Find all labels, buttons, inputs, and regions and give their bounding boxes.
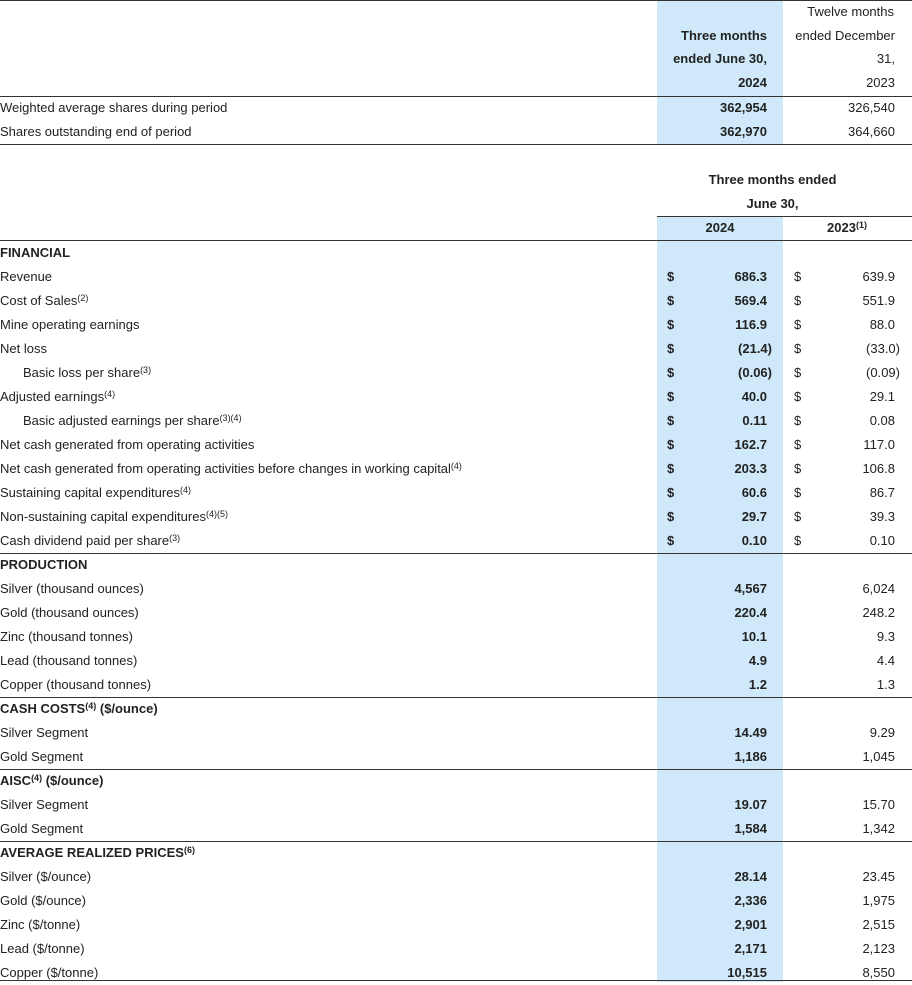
footnote-ref: (3) [140, 365, 152, 375]
currency-symbol: $ [667, 437, 675, 452]
row-label [0, 673, 151, 697]
row-label-text: Gold ($/ounce) [0, 893, 86, 908]
value-current: (0.06) [738, 365, 772, 380]
currency-symbol: $ [794, 461, 802, 476]
row-label [0, 889, 86, 913]
value-current: 4.9 [748, 653, 767, 668]
row-label [0, 649, 137, 673]
value-current: 569.4 [734, 293, 767, 308]
value-prior: 106.8 [862, 461, 895, 476]
table-row [0, 577, 912, 601]
value-prior: 1.3 [876, 677, 895, 692]
row-label-text: Non-sustaining capital expenditures [0, 509, 206, 524]
row-label-text: Zinc (thousand tonnes) [0, 629, 133, 644]
currency-symbol: $ [794, 533, 802, 548]
table-row [0, 601, 912, 625]
section-prices [0, 841, 912, 865]
row-label [0, 337, 47, 361]
value-prior: 9.3 [876, 629, 895, 644]
row-label-text: Basic adjusted earnings per share [23, 413, 220, 428]
row-label [0, 481, 191, 505]
row-label-text: Cash dividend paid per share [0, 533, 170, 548]
footnote-ref: (4)(5) [205, 509, 228, 519]
value-current: 4,567 [734, 581, 767, 596]
table-row [0, 337, 912, 361]
t1-col1-header-line2: ended June 30, [673, 51, 767, 66]
value-prior: 15.70 [862, 797, 895, 812]
row-label [0, 505, 228, 529]
row-label [0, 289, 88, 313]
section-cash-costs [0, 697, 912, 721]
currency-symbol: $ [667, 317, 675, 332]
row-label-text: Net cash generated from operating activities before changes in working capital [0, 461, 451, 476]
currency-symbol: $ [667, 365, 675, 380]
currency-symbol: $ [667, 461, 675, 476]
row-label [0, 96, 227, 120]
value-prior: 326,540 [848, 100, 895, 115]
table-row [0, 649, 912, 673]
footnote-ref: (6) [183, 845, 195, 855]
table-row [0, 865, 912, 889]
table-row [0, 817, 912, 841]
table-row [0, 409, 912, 433]
table-row [0, 625, 912, 649]
value-current: 2,171 [734, 941, 767, 956]
row-label [0, 865, 91, 889]
row-label-text: Gold Segment [0, 821, 84, 836]
row-label [0, 457, 462, 481]
section-financial-text: FINANCIAL [0, 245, 71, 260]
value-prior: 2,123 [862, 941, 895, 956]
row-label-text: Silver (thousand ounces) [0, 581, 144, 596]
row-label-text: Zinc ($/tonne) [0, 917, 81, 932]
value-prior: 8,550 [862, 965, 895, 980]
row-label [0, 961, 98, 985]
row-label-text: Basic loss per share [23, 365, 141, 380]
row-label-text: Copper (thousand tonnes) [0, 677, 152, 692]
row-label-text: Net loss [0, 341, 47, 356]
row-label-text: Silver ($/ounce) [0, 869, 92, 884]
row-label-text: Shares outstanding end of period [0, 124, 192, 139]
value-prior: 2,515 [862, 917, 895, 932]
value-current: 362,954 [720, 100, 767, 115]
row-label-text: Sustaining capital expenditures [0, 485, 180, 500]
value-current: 162.7 [734, 437, 767, 452]
value-prior: (33.0) [866, 341, 900, 356]
value-current: 0.11 [742, 413, 767, 428]
currency-symbol: $ [667, 341, 675, 356]
value-prior: 4.4 [876, 653, 895, 668]
row-label [0, 120, 192, 144]
row-label-text: Mine operating earnings [0, 317, 140, 332]
section-production-text: PRODUCTION [0, 557, 88, 572]
value-current: 19.07 [734, 797, 767, 812]
t1-col1-header-line1: Three months [681, 28, 767, 43]
row-label [0, 625, 133, 649]
row-label [23, 409, 242, 433]
row-label-text: Weighted average shares during period [0, 100, 228, 115]
row-label [0, 385, 115, 409]
table-row [0, 505, 912, 529]
row-label-text: Silver Segment [0, 797, 89, 812]
row-label-text: Gold (thousand ounces) [0, 605, 139, 620]
t1-col2-header-line3: 31, [876, 51, 895, 66]
row-label [0, 793, 88, 817]
currency-symbol: $ [667, 293, 675, 308]
footnote-ref: (3) [169, 533, 181, 543]
currency-symbol: $ [794, 365, 802, 380]
section-production-label [0, 553, 87, 577]
value-current: 686.3 [734, 269, 767, 284]
row-label-text: Cost of Sales [0, 293, 78, 308]
section-aisc-unit: ($/ounce) [45, 773, 104, 788]
t2-col1-header: 2024 [705, 220, 735, 235]
value-prior: (0.09) [866, 365, 900, 380]
value-current: 60.6 [741, 485, 767, 500]
value-current: 40.0 [741, 389, 767, 404]
value-prior: 1,045 [862, 749, 895, 764]
value-prior: 9.29 [869, 725, 895, 740]
value-prior: 1,975 [862, 893, 895, 908]
value-prior: 86.7 [869, 485, 895, 500]
value-current: 0.10 [741, 533, 767, 548]
currency-symbol: $ [794, 389, 802, 404]
t2-col2-header: 2023$^{(1)}$ [827, 220, 867, 235]
currency-symbol: $ [794, 293, 802, 308]
section-aisc-text: AISC [0, 773, 32, 788]
value-current: 203.3 [734, 461, 767, 476]
table-row [0, 385, 912, 409]
row-label [0, 721, 88, 745]
footnote-ref: (4) [31, 773, 43, 783]
value-current: 2,901 [734, 917, 767, 932]
currency-symbol: $ [794, 269, 802, 284]
footnote-ref: (2) [77, 293, 89, 303]
row-label [0, 529, 180, 553]
currency-symbol: $ [794, 509, 802, 524]
section-aisc-label [0, 769, 103, 793]
value-prior: 248.2 [862, 605, 895, 620]
table-row [0, 457, 912, 481]
value-prior: 117.0 [863, 437, 895, 452]
table-row [0, 361, 912, 385]
row-label [0, 817, 83, 841]
table-row [0, 937, 912, 961]
row-label [0, 937, 85, 961]
currency-symbol: $ [794, 341, 802, 356]
section-aisc [0, 769, 912, 793]
table-row [0, 265, 912, 289]
currency-symbol: $ [794, 413, 802, 428]
section-cash-costs-unit: ($/ounce) [99, 701, 158, 716]
section-prices-label [0, 841, 195, 865]
value-prior: 6,024 [862, 581, 895, 596]
footnote-ref: (4) [450, 461, 462, 471]
footnote-ref: (4) [104, 389, 116, 399]
value-current: 28.14 [734, 869, 767, 884]
row-label [0, 577, 144, 601]
row-label-text: Adjusted earnings [0, 389, 105, 404]
section-financial [0, 241, 912, 265]
value-prior: 639.9 [862, 269, 895, 284]
table-row [0, 313, 912, 337]
t1-col2-header-line4: 2023 [866, 75, 895, 90]
currency-symbol: $ [667, 389, 675, 404]
value-current: 29.7 [741, 509, 767, 524]
value-prior: 88.0 [869, 317, 895, 332]
value-prior: 0.08 [869, 413, 895, 428]
value-current: 10.1 [741, 629, 767, 644]
row-label [0, 913, 80, 937]
value-prior: 364,660 [848, 124, 895, 139]
currency-symbol: $ [794, 317, 802, 332]
row-label-text: Net cash generated from operating activities [0, 437, 255, 452]
footnote-ref: (4) [85, 701, 97, 711]
value-prior: 551.9 [862, 293, 895, 308]
section-production [0, 553, 912, 577]
currency-symbol: $ [667, 413, 675, 428]
row-label-text: Revenue [0, 269, 53, 284]
row-label [23, 361, 151, 385]
section-prices-text: AVERAGE REALIZED PRICES [0, 845, 184, 860]
row-label [0, 313, 139, 337]
table-row [0, 481, 912, 505]
value-current: 2,336 [734, 893, 767, 908]
row-label [0, 601, 139, 625]
table-row [0, 96, 912, 120]
value-current: 14.49 [734, 725, 767, 740]
value-current: 1,584 [734, 821, 767, 836]
value-current: 116.9 [735, 317, 767, 332]
table-row [0, 745, 912, 769]
table-row [0, 529, 912, 553]
value-prior: 0.10 [869, 533, 895, 548]
table-row [0, 721, 912, 745]
row-label-text: Lead (thousand tonnes) [0, 653, 138, 668]
table-row [0, 120, 912, 144]
section-cash-costs-text: CASH COSTS [0, 701, 86, 716]
row-label [0, 265, 52, 289]
row-label [0, 745, 83, 769]
t2-group-header-line2: June 30, [746, 196, 799, 211]
t1-col2-header-line2: ended December [795, 28, 895, 43]
table-row [0, 961, 912, 985]
section-financial-label [0, 241, 70, 265]
value-current: 362,970 [720, 124, 767, 139]
table-row [0, 913, 912, 937]
t1-col1-header-line3: 2024 [738, 75, 767, 90]
table-row [0, 433, 912, 457]
value-current: (21.4) [738, 341, 772, 356]
table-row [0, 793, 912, 817]
value-current: 1.2 [748, 677, 767, 692]
currency-symbol: $ [667, 269, 675, 284]
table-row [0, 673, 912, 697]
table-row [0, 289, 912, 313]
currency-symbol: $ [667, 533, 675, 548]
row-label-text: Copper ($/tonne) [0, 965, 99, 980]
value-current: 10,515 [727, 965, 767, 980]
currency-symbol: $ [794, 437, 802, 452]
currency-symbol: $ [667, 485, 675, 500]
section-cash-costs-label [0, 697, 158, 721]
value-prior: 1,342 [862, 821, 895, 836]
table-row [0, 889, 912, 913]
row-label-text: Silver Segment [0, 725, 89, 740]
footnote-ref: (4) [179, 485, 191, 495]
t1-col2-header-line1: Twelve months [807, 4, 894, 19]
footnote-ref: (3)(4) [219, 413, 242, 423]
row-label-text: Gold Segment [0, 749, 84, 764]
value-prior: 39.3 [869, 509, 895, 524]
value-prior: 23.45 [862, 869, 895, 884]
value-current: 1,186 [734, 749, 767, 764]
value-current: 220.4 [734, 605, 767, 620]
t2-group-header-line1: Three months ended [708, 172, 837, 187]
currency-symbol: $ [667, 509, 675, 524]
value-prior: 29.1 [869, 389, 895, 404]
row-label [0, 433, 254, 457]
row-label-text: Lead ($/tonne) [0, 941, 85, 956]
currency-symbol: $ [794, 485, 802, 500]
